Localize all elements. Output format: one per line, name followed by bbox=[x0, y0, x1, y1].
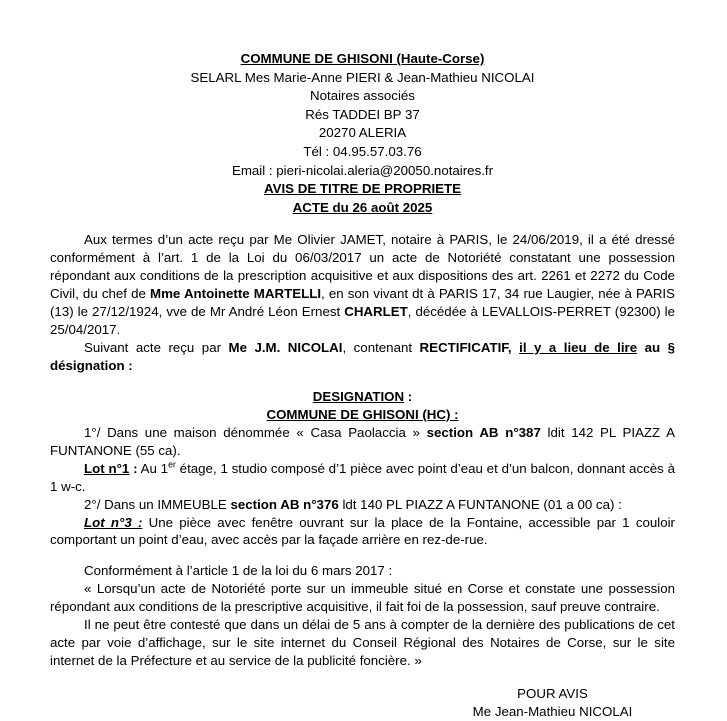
para2-notary-name: Me J.M. NICOLAI bbox=[228, 340, 343, 356]
para2-text-2: , contenant bbox=[342, 340, 420, 356]
lot3-text: Une pièce avec fenêtre ouvrant sur la place de la Fontaine, accessible par 1 couloir comportant un point d’eau, avec accès par la façade arrière en rez-de-rue. bbox=[50, 514, 675, 548]
lot3-intro-post: ldt 140 PL PIAZZ A FUNTANONE (01 a 00 ca) : bbox=[338, 496, 622, 512]
designation-commune-label: COMMUNE DE GHISONI (HC) : bbox=[266, 406, 459, 422]
lot3-label: Lot n°3 : bbox=[84, 514, 143, 530]
law-intro: Conformément à l’article 1 de la loi du 6 mars 2017 : bbox=[84, 563, 393, 579]
firm-email: Email : pieri-nicolai.aleria@20050.notaires.fr bbox=[231, 162, 494, 178]
commune-heading: COMMUNE DE GHISONI (Haute-Corse) bbox=[240, 51, 485, 66]
para1-text-2: , en son vivant dt à PARIS 17, 34 rue Laugier, née à PARIS (13) le 27/12/1924, vve de Mr André Léon Ernest bbox=[50, 286, 675, 320]
document-body bbox=[50, 231, 675, 720]
paragraph-notoriety bbox=[50, 231, 675, 339]
lot1-section-ref: section AB n°387 bbox=[426, 424, 541, 440]
para1-spouse-name: CHARLET bbox=[344, 304, 408, 320]
para1-text-3: , décédée à LEVALLOIS-PERRET (92300) le 25/04/2017. bbox=[50, 304, 676, 338]
firm-role: Notaires associés bbox=[310, 88, 415, 104]
para2-text-1: Suivant acte reçu par bbox=[84, 340, 229, 356]
lot1-text-post: étage, 1 studio composé d’1 pièce avec point d’eau et d’un balcon, donnant accès à 1 w-c. bbox=[50, 460, 675, 494]
firm-address: Rés TADDEI BP 37 bbox=[305, 106, 420, 122]
law-quote-1: « Lorsqu’un acte de Notoriété porte sur un immeuble situé en Corse et constate une possession répondant aux conditions de la prescriptive acquisitive, il fait foi de la possession, sauf preuve contraire. bbox=[50, 581, 675, 615]
designation-heading bbox=[50, 388, 675, 406]
notice-title: AVIS DE TITRE DE PROPRIETE bbox=[263, 181, 462, 197]
lot3-intro bbox=[50, 496, 675, 514]
lot3-description bbox=[50, 514, 675, 550]
designation-colon: : bbox=[404, 388, 413, 404]
para2-space bbox=[512, 340, 519, 355]
lot1-ordinal-suffix: er bbox=[168, 459, 176, 470]
spacer bbox=[50, 375, 675, 388]
lot1-label: Lot n°1 bbox=[84, 460, 130, 476]
para2-text-3: au § bbox=[637, 340, 675, 356]
signature-pour-avis: POUR AVIS bbox=[517, 686, 588, 702]
lot1-description bbox=[50, 460, 675, 496]
lot1-intro-pre: 1°/ Dans une maison dénommée « Casa Paolaccia » bbox=[84, 424, 427, 440]
spacer-2 bbox=[50, 549, 675, 562]
firm-phone: Tél : 04.95.57.03.76 bbox=[303, 144, 422, 160]
designation-commune-heading bbox=[50, 406, 675, 424]
para1-person-name: Mme Antoinette MARTELLI bbox=[150, 286, 322, 302]
signature-notary-name: Me Jean-Mathieu NICOLAI bbox=[472, 703, 633, 719]
lot1-text-pre: Au 1 bbox=[137, 460, 169, 476]
paragraph-rectificatif bbox=[50, 339, 675, 375]
law-quote-2: Il ne peut être contesté que dans un délai de 5 ans à compter de la dernière des publications de cet acte par voie d’affichage, sur le site internet du Conseil Régional des Notaires de Corse, sur le site internet de la Préfecture et au service de la publicité foncière. » bbox=[50, 617, 675, 669]
act-date: ACTE du 26 août 2025 bbox=[292, 199, 433, 215]
signature-block bbox=[50, 685, 675, 721]
para2-rectificatif-label: RECTIFICATIF, bbox=[419, 340, 512, 356]
letterhead bbox=[50, 50, 675, 217]
firm-name: SELARL Mes Marie-Anne PIERI & Jean-Mathieu NICOLAI bbox=[190, 69, 535, 85]
firm-city: 20270 ALERIA bbox=[318, 125, 407, 141]
lot1-label-colon: : bbox=[129, 460, 138, 476]
para1-text-1: Aux termes d’un acte reçu par Me Olivier JAMET, notaire à PARIS, le 24/06/2019, il a été dressé conformément à l’art. 1 de la Loi du 06/03/2017 un acte de Notoriété constatant une possession répondant aux conditions de la prescription acquisitive et aux dispositions des art. 2261 et 2272 du Code Civil, du chef de bbox=[50, 232, 675, 302]
lot1-intro-post: ldit 142 PL PIAZZ A FUNTANONE (55 ca). bbox=[50, 424, 675, 458]
para2-lire-phrase: il y a lieu de lire bbox=[519, 340, 638, 356]
lot1-intro bbox=[50, 424, 675, 460]
designation-title: DESIGNATION bbox=[312, 388, 405, 404]
lot3-section-ref: section AB n°376 bbox=[230, 496, 339, 512]
para2-designation-word: désignation : bbox=[50, 358, 133, 374]
lot3-intro-pre: 2°/ Dans un IMMEUBLE bbox=[84, 496, 231, 512]
